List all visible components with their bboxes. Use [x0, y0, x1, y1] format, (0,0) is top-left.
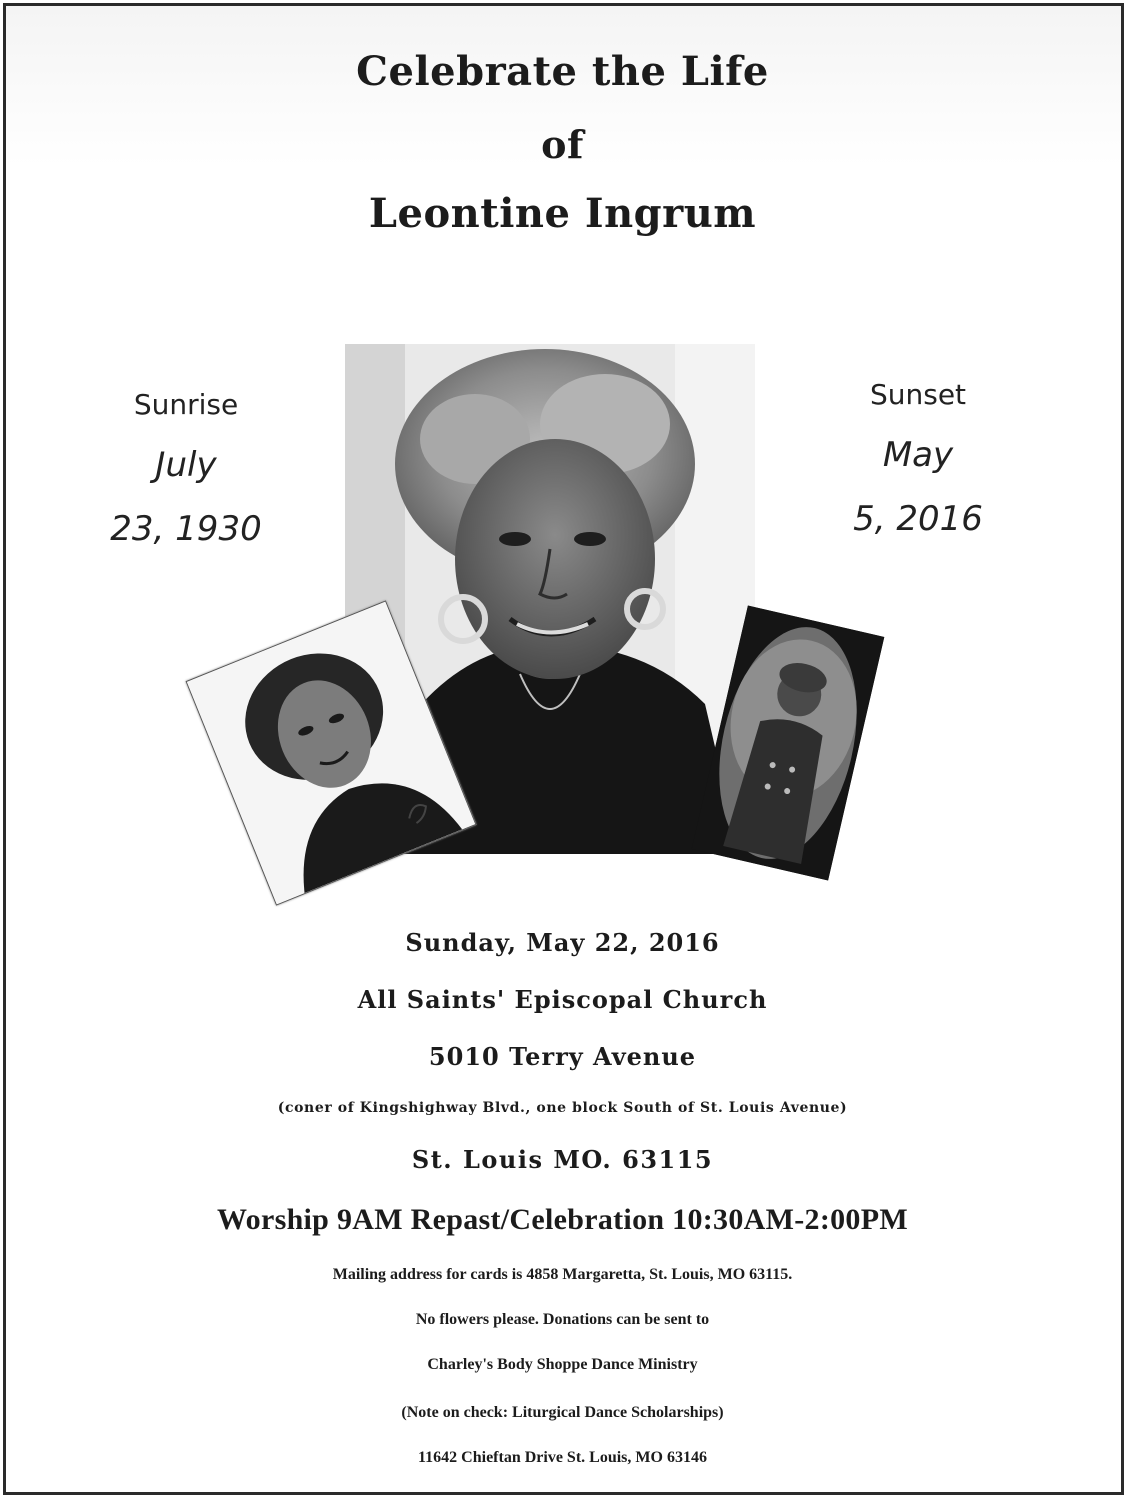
sunset-block [828, 378, 1008, 539]
title-name: Leontine Ingrum [368, 190, 757, 237]
church-directions: (coner of Kingshighway Blvd., one block South of St. Louis Avenue) [277, 1100, 848, 1116]
church-address: 5010 Terry Avenue [428, 1042, 697, 1071]
sunset-date: 5, 2016 [853, 499, 983, 539]
title-line-1: Celebrate the Life [356, 48, 769, 95]
church-name: All Saints' Episcopal Church [357, 985, 768, 1014]
sunrise-date: 23, 1930 [110, 509, 262, 549]
sunrise-label: Sunrise [133, 388, 239, 421]
ministry-name: Charley's Body Shoppe Dance Ministry [427, 1356, 698, 1373]
ministry-address: 11642 Chieftan Drive St. Louis, MO 63146 [418, 1449, 707, 1466]
mailing-address-note: Mailing address for cards is 4858 Margaretta, St. Louis, MO 63115. [332, 1266, 793, 1283]
check-note: (Note on check: Liturgical Dance Scholarships) [401, 1404, 724, 1421]
sunrise-block [96, 388, 276, 549]
church-city: St. Louis MO. 63115 [411, 1145, 714, 1174]
sunrise-month: July [155, 445, 217, 485]
flowers-note: No flowers please. Donations can be sent to [415, 1311, 710, 1328]
title-line-2: of [541, 122, 584, 167]
sunset-month: May [882, 435, 954, 475]
service-date: Sunday, May 22, 2016 [405, 928, 720, 957]
sunset-label: Sunset [869, 378, 967, 411]
service-times: Worship 9AM Repast/Celebration 10:30AM-2:00PM [217, 1203, 908, 1236]
